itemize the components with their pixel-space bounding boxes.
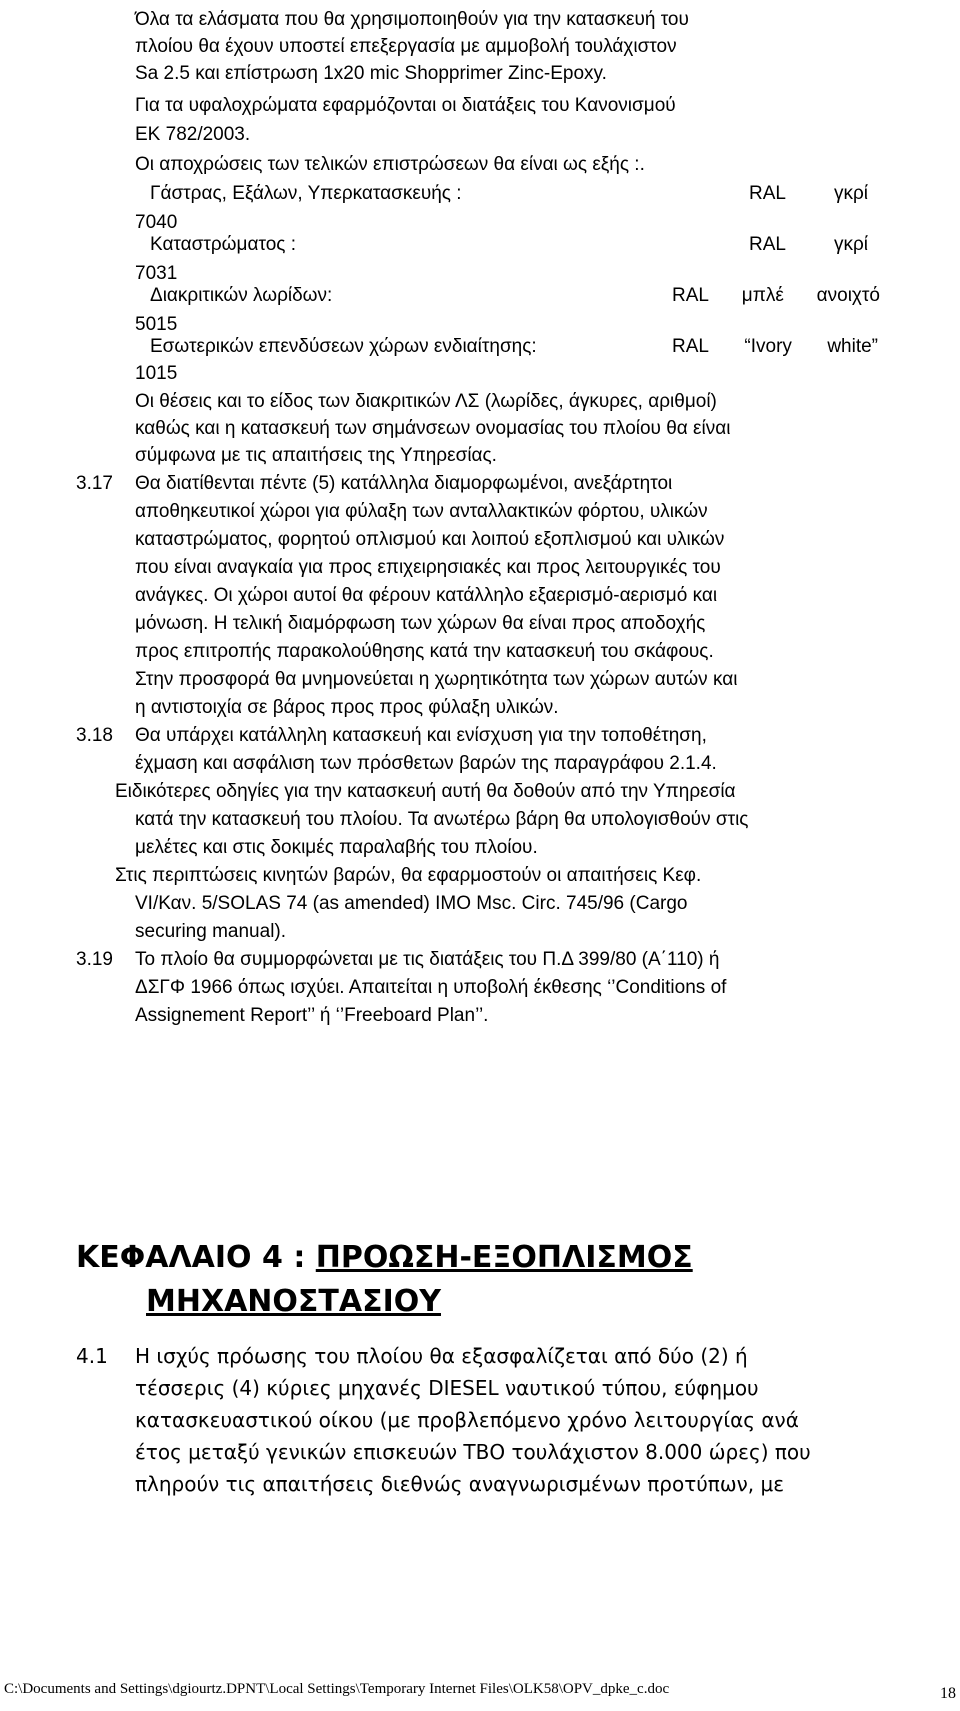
color-ral: RAL xyxy=(749,234,786,255)
markings-line: σύμφωνα με τις απαιτήσεις της Υπηρεσίας. xyxy=(135,445,497,466)
section-line: προς επιτροπής παρακολούθησης κατά την κατασκευή του σκάφους. xyxy=(135,641,714,662)
color-label: Καταστρώματος : xyxy=(150,234,296,255)
markings-line: καθώς και η κατασκευή των σημάνσεων ονομασίας του πλοίου θα είναι xyxy=(135,418,731,439)
section-line: Θα υπάρχει κατάλληλη κατασκευή και ενίσχυση για την τοποθέτηση, xyxy=(135,725,707,746)
section-line: VI/Καν. 5/SOLAS 74 (as amended) IMO Msc. Circ. 745/96 (Cargo xyxy=(135,893,688,914)
intro-line: Όλα τα ελάσματα που θα χρησιμοποιηθούν για την κατασκευή του xyxy=(135,9,689,30)
section-number: 4.1 xyxy=(76,1344,108,1368)
color-value xyxy=(672,336,878,358)
section-line: που είναι αναγκαία για προς επιχειρησιακές και προς λειτουργικές του xyxy=(135,557,721,578)
section-line: αποθηκευτικοί χώροι για φύλαξη των ανταλλακτικών φόρτου, υλικών xyxy=(135,501,708,522)
color-code: 1015 xyxy=(135,363,178,384)
color-label: Διακριτικών λωρίδων: xyxy=(150,285,333,306)
markings-line: Οι θέσεις και το είδος των διακριτικών ΛΣ (λωρίδες, άγκυρες, αριθμοί) xyxy=(135,391,717,412)
intro-line: Για τα υφαλοχρώματα εφαρμόζονται οι διατάξεις του Κανονισμού xyxy=(135,95,676,116)
color-label: Εσωτερικών επενδύσεων χώρων ενδιαίτησης: xyxy=(150,336,537,357)
color-value xyxy=(672,285,880,307)
color-label: Γάστρας, Εξάλων, Υπερκατασκευής : xyxy=(150,183,462,204)
page-number: 18 xyxy=(940,1685,956,1702)
section-line: έτος μεταξύ γενικών επισκευών ΤΒΟ τουλάχιστον 8.000 ώρες) που xyxy=(135,1440,811,1464)
section-line: ΔΣΓΦ 1966 όπως ισχύει. Απαιτείται η υποβολή έκθεσης ‘’Conditions of xyxy=(135,977,727,998)
section-line: Στις περιπτώσεις κινητών βαρών, θα εφαρμοστούν οι απαιτήσεις Κεφ. xyxy=(115,865,702,886)
color-name-extra: ανοιχτό xyxy=(816,285,880,306)
intro-line: πλοίου θα έχουν υποστεί επεξεργασία με αμμοβολή τουλάχιστον xyxy=(135,36,677,57)
section-line: κατασκευαστικού οίκου (με προβλεπόμενο χρόνο λειτουργίας ανά xyxy=(135,1408,799,1432)
section-number: 3.17 xyxy=(76,473,113,494)
chapter-prefix: ΚΕΦΑΛΑΙΟ 4 : xyxy=(76,1240,316,1275)
chapter-title: ΠΡΟΩΣΗ-ΕΞΟΠΛΙΣΜΟΣ xyxy=(315,1240,693,1275)
section-line: Στην προσφορά θα μνημονεύεται η χωρητικότητα των χώρων αυτών και xyxy=(135,669,738,690)
section-line: Το πλοίο θα συμμορφώνεται με τις διατάξεις του Π.Δ 399/80 (Α΄110) ή xyxy=(135,949,720,970)
color-code: 7031 xyxy=(135,263,178,284)
color-name: “Ivory xyxy=(744,336,792,357)
chapter-heading xyxy=(76,1240,693,1276)
color-name: μπλέ xyxy=(741,285,784,306)
section-line: η αντιστοιχία σε βάρος προς προς φύλαξη υλικών. xyxy=(135,697,559,718)
color-code: 5015 xyxy=(135,314,178,335)
color-name: γκρί xyxy=(834,234,869,255)
section-line: Η ισχύς πρόωσης του πλοίου θα εξασφαλίζεται από δύο (2) ή xyxy=(135,1344,748,1368)
intro-line: ΕΚ 782/2003. xyxy=(135,124,251,145)
section-number: 3.18 xyxy=(76,725,113,746)
color-ral: RAL xyxy=(672,336,709,357)
section-line: Assignement Report’’ ή ‘’Freeboard Plan’’. xyxy=(135,1005,489,1026)
footer-path: C:\Documents and Settings\dgiourtz.DPNT\Local Settings\Temporary Internet Files\OLK58\OPV_dpke_c.doc xyxy=(4,1681,670,1697)
section-number: 3.19 xyxy=(76,949,113,970)
section-line: ανάγκες. Οι χώροι αυτοί θα φέρουν κατάλληλο εξαερισμό-αερισμό και xyxy=(135,585,718,606)
chapter-title-cont: ΜΗΧΑΝΟΣΤΑΣΙΟΥ xyxy=(146,1284,441,1319)
section-line: Ειδικότερες οδηγίες για την κατασκευή αυτή θα δοθούν από την Υπηρεσία xyxy=(115,781,736,802)
color-ral: RAL xyxy=(672,285,709,306)
section-line: καταστρώματος, φορητού οπλισμού και λοιπού εξοπλισμού και υλικών xyxy=(135,529,725,550)
color-name: γκρί xyxy=(834,183,869,204)
chapter-heading-cont xyxy=(146,1284,441,1320)
color-code: 7040 xyxy=(135,212,178,233)
section-line: κατά την κατασκευή του πλοίου. Τα ανωτέρω βάρη θα υπολογισθούν στις xyxy=(135,809,749,830)
section-line: Θα διατίθενται πέντε (5) κατάλληλα διαμορφωμένοι, ανεξάρτητοι xyxy=(135,473,673,494)
color-name-extra: white” xyxy=(827,336,878,357)
section-line: securing manual). xyxy=(135,921,287,942)
section-line: μόνωση. Η τελική διαμόρφωση των χώρων θα είναι προς αποδοχής xyxy=(135,613,706,634)
color-ral: RAL xyxy=(749,183,786,204)
intro-line: Οι αποχρώσεις των τελικών επιστρώσεων θα είναι ως εξής :. xyxy=(135,154,645,175)
section-line: μελέτες και στις δοκιμές παραλαβής του πλοίου. xyxy=(135,837,538,858)
section-line: πληρούν τις απαιτήσεις διεθνώς αναγνωρισμένων προτύπων, με xyxy=(135,1472,785,1496)
intro-line: Sa 2.5 και επίστρωση 1x20 mic Shopprimer Zinc-Epoxy. xyxy=(135,63,607,84)
section-line: έχμαση και ασφάλιση των πρόσθετων βαρών της παραγράφου 2.1.4. xyxy=(135,753,717,774)
section-line: τέσσερις (4) κύριες μηχανές DIESEL ναυτικού τύπου, εύφημου xyxy=(135,1376,759,1400)
